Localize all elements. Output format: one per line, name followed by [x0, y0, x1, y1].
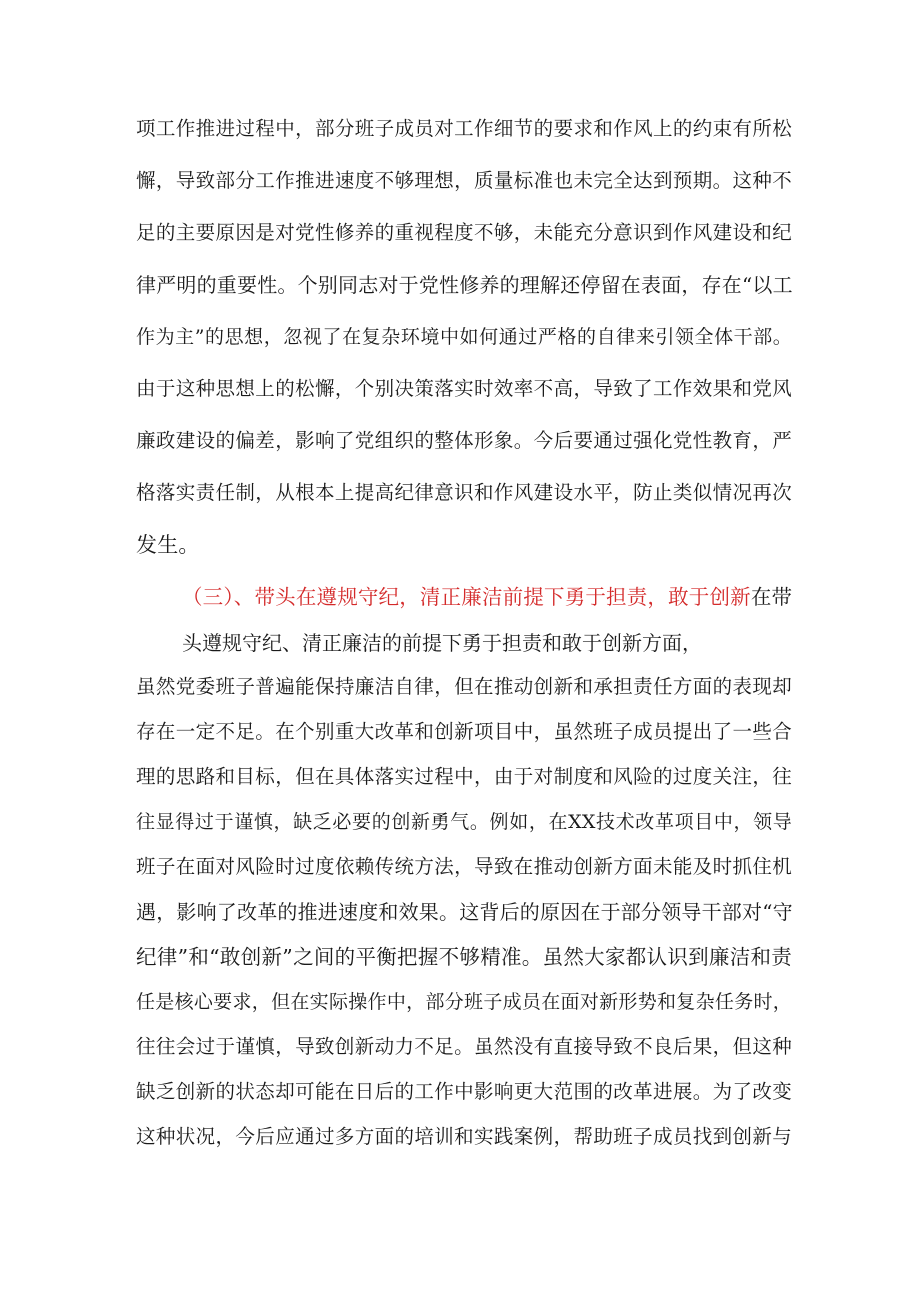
- paragraph-line: 纪律”和“敢创新”之间的平衡把握不够精准。虽然大家都认识到廉洁和责: [136, 945, 792, 969]
- paragraph-line: 存在一定不足。在个别重大改革和创新项目中，虽然班子成员提出了一些合: [136, 720, 792, 743]
- paragraph-line: 懈，导致部分工作推进速度不够理想，质量标准也未完全达到预期。这种不: [136, 169, 792, 192]
- paragraph-line: 任是核心要求，但在实际操作中，部分班子成员在面对新形势和复杂任务时，: [136, 991, 792, 1013]
- paragraph-line: 班子在面对风险时过度依赖传统方法，导致在推动创新方面未能及时抓住机: [136, 855, 792, 878]
- paragraph-line: 由于这种思想上的松懈，个别决策落实时效率不高，导致了工作效果和党风: [136, 377, 792, 400]
- section-heading-continuation: 在带: [750, 585, 793, 609]
- section-heading: [182, 582, 792, 612]
- paragraph-line: 律严明的重要性。个别同志对于党性修养的理解还停留在表面，存在“以工: [136, 273, 793, 297]
- paragraph-line: 发生。: [136, 533, 200, 557]
- paragraph-line: 遇，影响了改革的推进速度和效果。这背后的原因在于部分领导干部对“守: [136, 900, 793, 924]
- paragraph-line: 往往会过于谨慎，导致创新动力不足。虽然没有直接导致不良后果，但这种: [136, 1035, 792, 1058]
- paragraph-line: 虽然党委班子普遍能保持廉洁自律，但在推动创新和承担责任方面的表现却: [136, 675, 792, 698]
- paragraph-line: 往显得过于谨慎，缺乏必要的创新勇气。例如，在XX技术改革项目中，领导: [136, 811, 792, 833]
- paragraph-line: 项工作推进过程中，部分班子成员对工作细节的要求和作风上的约束有所松: [136, 117, 792, 140]
- paragraph-line: 格落实责任制，从根本上提高纪律意识和作风建设水平，防止类似情况再次: [136, 481, 792, 504]
- paragraph-line: 足的主要原因是对党性修养的重视程度不够，未能充分意识到作风建设和纪: [136, 221, 792, 244]
- section-heading-title: （三）、带头在遵规守纪，清正廉洁前提下勇于担责，敢于创新: [182, 585, 751, 609]
- paragraph-line: 头遵规守纪、清正廉洁的前提下勇于担责和敢于创新方面，: [182, 631, 702, 655]
- paragraph-line: 作为主”的思想，忽视了在复杂环境中如何通过严格的自律来引领全体干部。: [136, 326, 792, 348]
- paragraph-line: 廉政建设的偏差，影响了党组织的整体形象。今后要通过强化党性教育，严: [136, 429, 792, 452]
- paragraph-line: 缺乏创新的状态却可能在日后的工作中影响更大范围的改革进展。为了改变: [136, 1080, 792, 1103]
- paragraph-line: 理的思路和目标，但在具体落实过程中，由于对制度和风险的过度关注，往: [136, 765, 792, 788]
- paragraph-line: 这种状况，今后应通过多方面的培训和实践案例，帮助班子成员找到创新与: [136, 1125, 792, 1148]
